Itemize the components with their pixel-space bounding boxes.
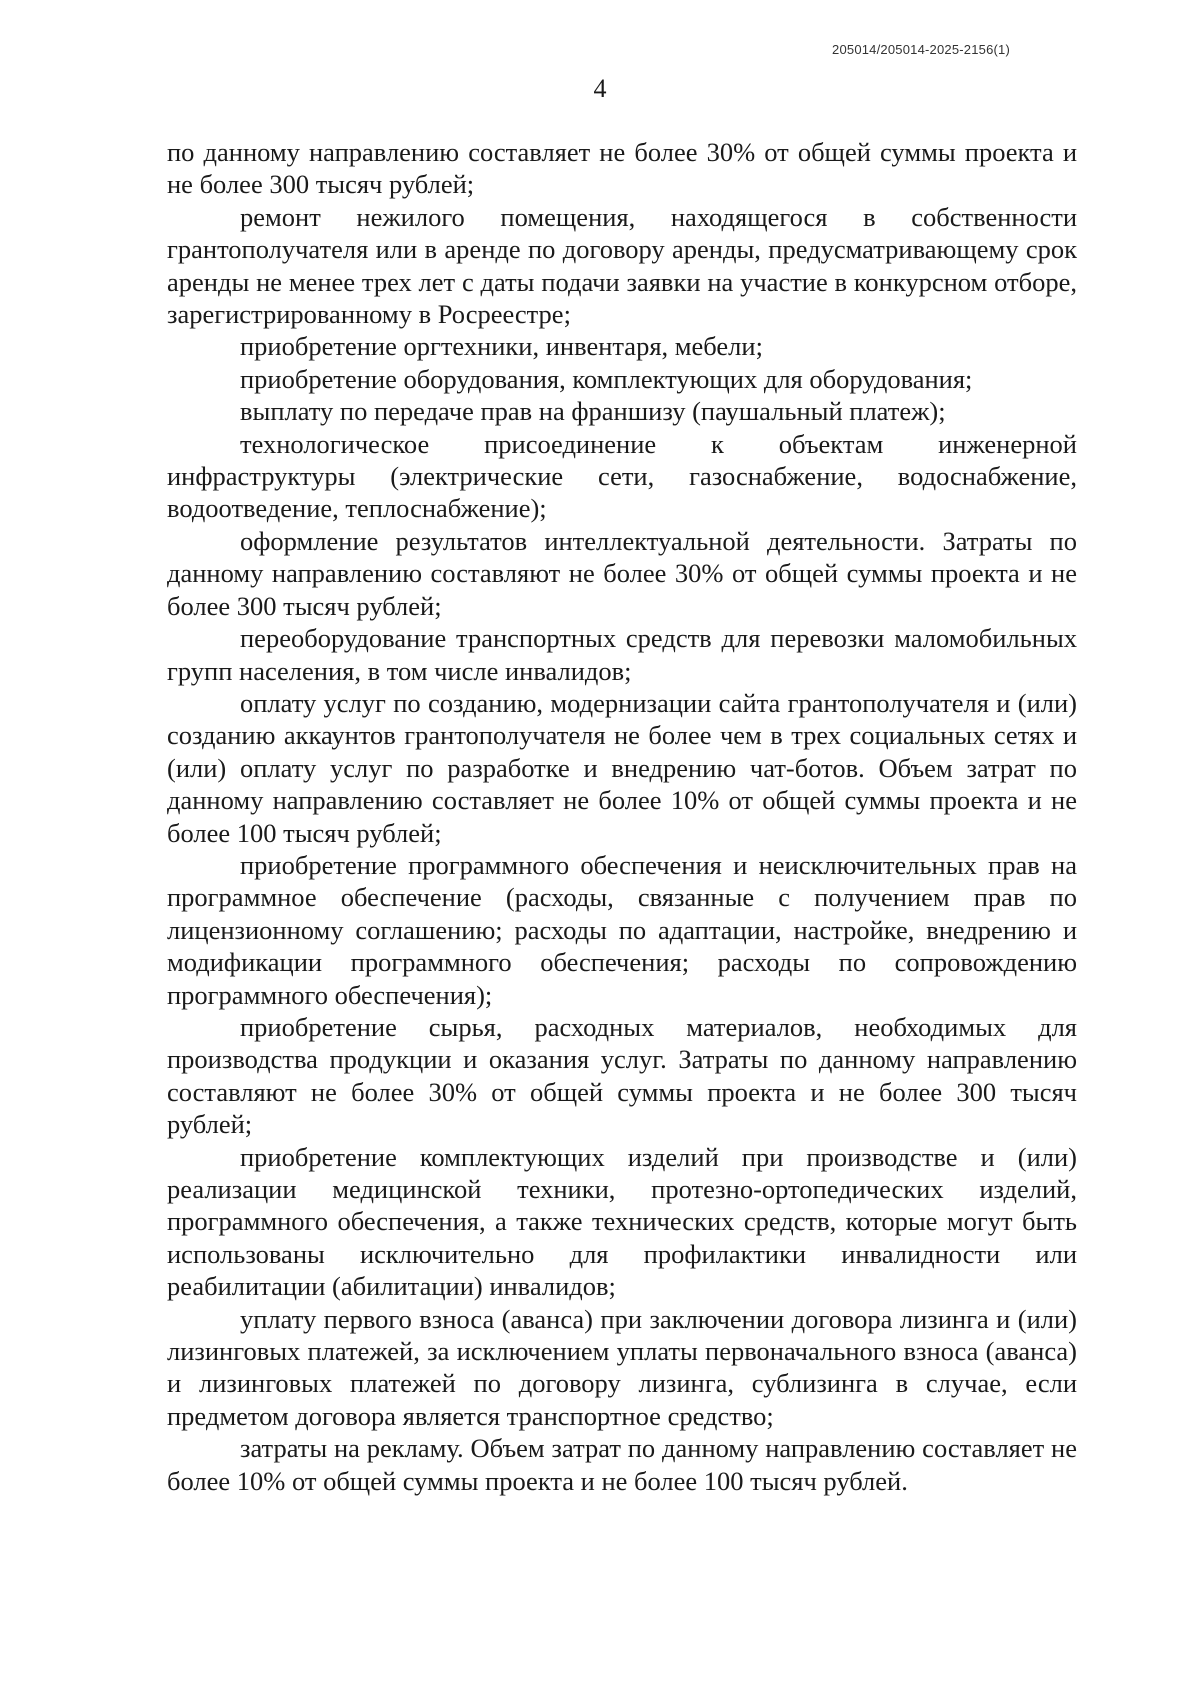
paragraph-premises-repair: ремонт нежилого помещения, находящегося в собственности грантополучателя или в аренде по договору аренды, предусматривающему срок аренды не менее трех лет с даты подачи заявки на участие в конкурсном отборе, зарегистрированному в Росреестре;: [167, 201, 1077, 330]
paragraph-medical-components: приобретение комплектующих изделий при производстве и (или) реализации медицинской техники, протезно-ортопедических изделий, программного обеспечения, а также технических средств, которые могут быть использованы исключительно для профилактики инвалидности или реабилитации (абилитации) инвалидов;: [167, 1141, 1077, 1302]
document-body: [167, 136, 1077, 1497]
document-id: 205014/205014-2025-2156(1): [832, 42, 1010, 57]
paragraph-website-services: оплату услуг по созданию, модернизации сайта грантополучателя и (или) созданию аккаунтов грантополучателя не более чем в трех социальных сетях и (или) оплату услуг по разработке и внедрению чат-ботов. Объем затрат по данному направлению составляет не более 10% от общей суммы проекта и не более 100 тысяч рублей;: [167, 687, 1077, 848]
paragraph-leasing: уплату первого взноса (аванса) при заключении договора лизинга и (или) лизинговых платежей, за исключением уплаты первоначального взноса (аванса) и лизинговых платежей по договору лизинга, сублизинга в случае, если предметом договора является транспортное средство;: [167, 1303, 1077, 1431]
paragraph-vehicle-conversion: переоборудование транспортных средств для перевозки маломобильных групп населения, в том числе инвалидов;: [167, 623, 1077, 686]
paragraph-intellectual-property: оформление результатов интеллектуальной деятельности. Затраты по данному направлению составляют не более 30% от общей суммы проекта и не более 300 тысяч рублей;: [167, 525, 1077, 621]
paragraph-raw-materials: приобретение сырья, расходных материалов, необходимых для производства продукции и оказания услуг. Затраты по данному направлению составляют не более 30% от общей суммы проекта и не более 300 тысяч рублей;: [167, 1011, 1077, 1140]
paragraph-software: приобретение программного обеспечения и неисключительных прав на программное обеспечение (расходы, связанные с получением прав по лицензионному соглашению; расходы по адаптации, настройке, внедрению и модификации программного обеспечения; расходы по сопровождению программного обеспечения);: [167, 849, 1077, 1010]
paragraph-continuation: по данному направлению составляет не более 30% от общей суммы проекта и не более 300 тысяч рублей;: [167, 137, 1077, 200]
paragraph-office-equipment: приобретение оргтехники, инвентаря, мебели;: [240, 331, 763, 362]
paragraph-advertising: затраты на рекламу. Объем затрат по данному направлению составляет не более 10% от общей суммы проекта и не более 100 тысяч рублей.: [167, 1433, 1077, 1496]
paragraph-infrastructure: технологическое присоединение к объектам инженерной инфраструктуры (электрические сети, газоснабжение, водоснабжение, водоотведение, теплоснабжение);: [167, 428, 1077, 524]
page-number: 4: [593, 74, 607, 103]
paragraph-franchise: выплату по передаче прав на франшизу (паушальный платеж);: [240, 396, 946, 427]
paragraph-equipment: приобретение оборудования, комплектующих для оборудования;: [240, 363, 973, 394]
